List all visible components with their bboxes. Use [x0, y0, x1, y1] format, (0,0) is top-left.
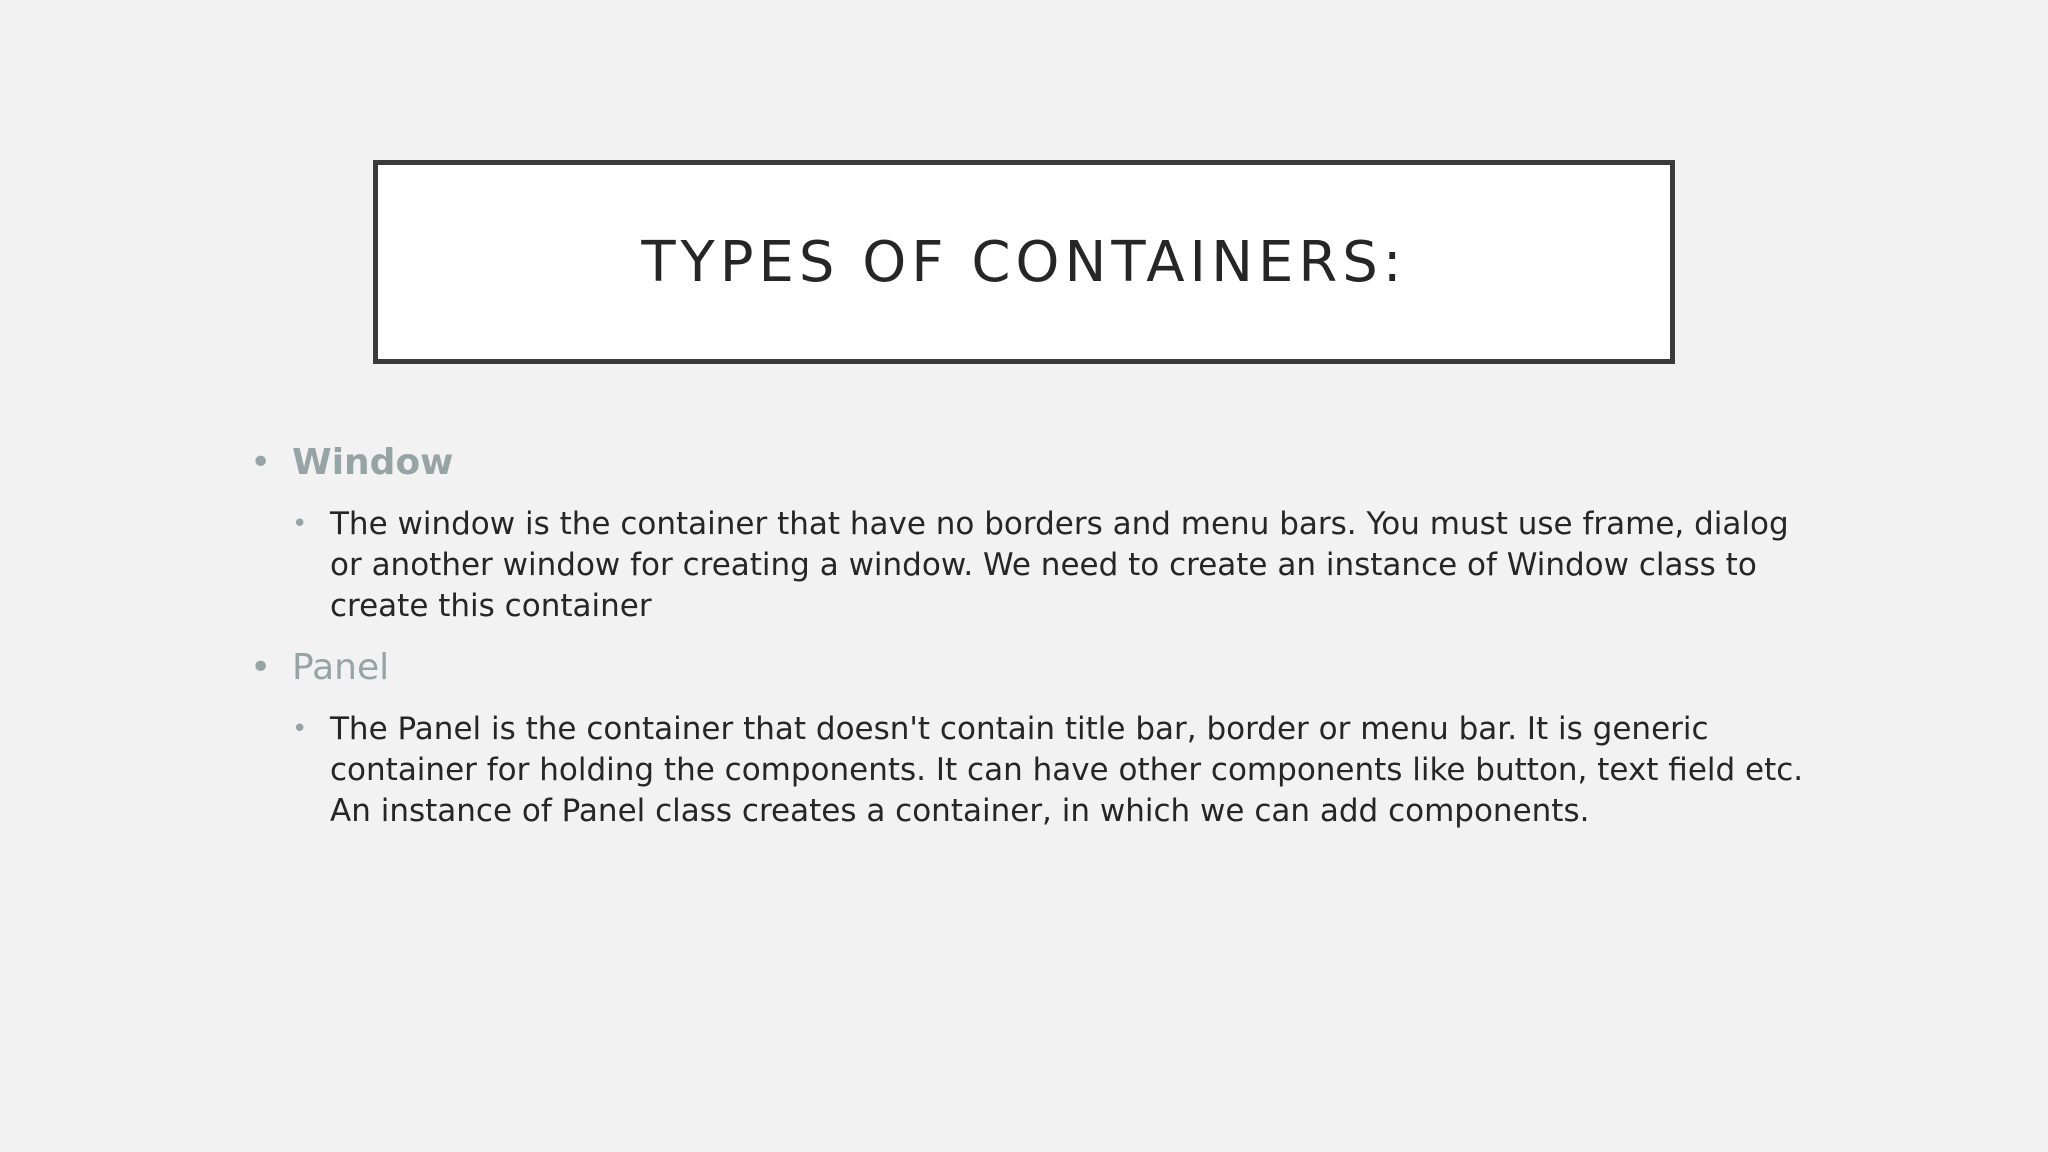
- bullet-icon: •: [292, 509, 308, 539]
- bullet-icon: •: [292, 714, 308, 744]
- heading-window: Window: [292, 442, 454, 483]
- list-subitem-panel: [292, 709, 1830, 832]
- bullet-icon: •: [250, 442, 272, 483]
- description-window: The window is the container that have no borders and menu bars. You must use frame, dialog or another window for creating a window. We need to create an instance of Window class to create this container: [330, 506, 1789, 624]
- description-panel: The Panel is the container that doesn't contain title bar, border or menu bar. It is generic container for holding the components. It can have other components like button, text field etc. An instance of Panel class creates a container, in which we can add components.: [330, 711, 1804, 829]
- bullet-list: [250, 440, 1830, 832]
- list-item-window: [250, 440, 1830, 486]
- bullet-icon: •: [250, 647, 272, 688]
- list-item-panel: [250, 645, 1830, 691]
- title-box: [373, 160, 1675, 364]
- slide-title: TYPES OF CONTAINERS:: [641, 229, 1407, 295]
- list-subitem-window: [292, 504, 1830, 627]
- heading-panel: Panel: [292, 647, 390, 688]
